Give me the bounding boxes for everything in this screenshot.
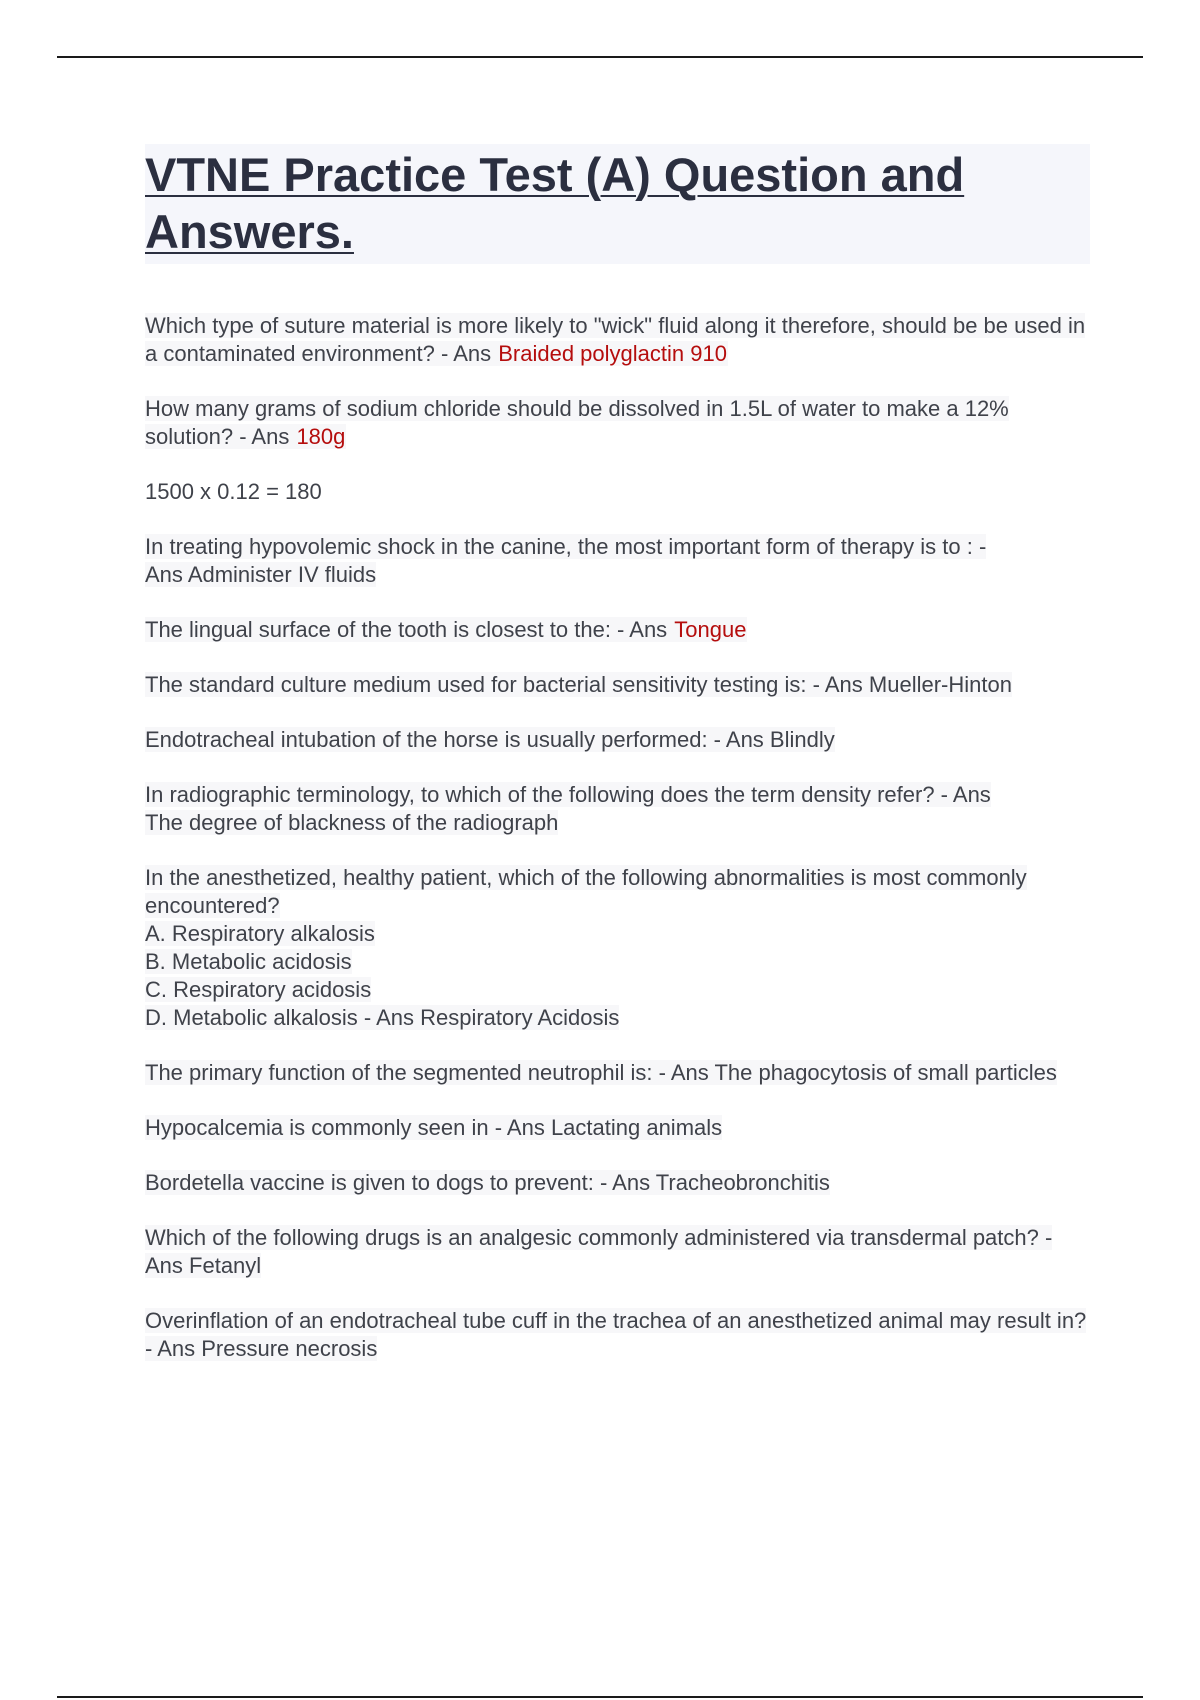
answer-prefix: - Ans (145, 1336, 202, 1361)
answer-prefix: - Ans (707, 727, 770, 752)
question-text: How many grams of sodium chloride should be dissolved in 1.5L of water to make a 12% solution? (145, 396, 1009, 449)
answer-prefix: - Ans (610, 617, 674, 642)
answer-text: Blindly (769, 727, 835, 752)
qa-item (145, 1169, 1090, 1197)
qa-item (145, 1114, 1090, 1142)
answer-text: Mueller-Hinton (868, 672, 1012, 697)
question-text: The lingual surface of the tooth is closest to the: (145, 617, 611, 642)
calculation-note: 1500 x 0.12 = 180 (145, 479, 322, 504)
redacted-answer: Tongue (674, 617, 747, 642)
qa-item (145, 781, 1090, 837)
answer-prefix: - Ans (233, 424, 296, 449)
answer-text: Fetanyl (189, 1253, 262, 1278)
question-text: In treating hypovolemic shock in the canine, the most important form of therapy is to : - (145, 534, 987, 559)
answer-prefix: - Ans (357, 1005, 421, 1030)
qa-item (145, 1307, 1090, 1363)
title-block (145, 144, 1090, 264)
qa-item (145, 533, 1090, 589)
question-text: Which type of suture material is more likely to "wick" fluid along it therefore, should be be used in a contaminated environment? (145, 313, 1086, 366)
answer-text: The degree of blackness of the radiograph (145, 810, 559, 835)
question-text: In the anesthetized, healthy patient, which of the following abnormalities is most commonly encountered? A. Respiratory alkalosis B. Metabolic acidosis C. Respiratory acidosis D. Metabolic alkalosis (145, 865, 1027, 1030)
bottom-rule (57, 1696, 1143, 1698)
answer-text: Administer IV fluids (187, 562, 377, 587)
answer-prefix: Ans (145, 562, 188, 587)
qa-item (145, 864, 1090, 1032)
question-text: Hypocalcemia is commonly seen in (145, 1115, 489, 1140)
answer-prefix: - Ans (652, 1060, 715, 1085)
qa-list (145, 312, 1090, 1363)
answer-prefix: - Ans (806, 672, 869, 697)
top-rule (57, 56, 1143, 58)
qa-item (145, 726, 1090, 754)
redacted-answer: 180g (296, 424, 346, 449)
qa-item (145, 395, 1090, 451)
document-body (145, 144, 1090, 1390)
answer-text: Pressure necrosis (201, 1336, 378, 1361)
answer-prefix: - Ans (488, 1115, 551, 1140)
redacted-answer: Braided polyglactin 910 (498, 341, 727, 366)
page-title: VTNE Practice Test (A) Question and Answers. (145, 148, 965, 258)
qa-item (145, 1059, 1090, 1087)
question-text: Endotracheal intubation of the horse is usually performed: (145, 727, 708, 752)
question-text: In radiographic terminology, to which of the following does the term density refer? (145, 782, 935, 807)
qa-item (145, 312, 1090, 368)
question-text: The primary function of the segmented neutrophil is: (145, 1060, 653, 1085)
answer-text: Lactating animals (550, 1115, 723, 1140)
answer-text: Respiratory Acidosis (420, 1005, 620, 1030)
question-text: Bordetella vaccine is given to dogs to prevent: (145, 1170, 594, 1195)
answer-prefix: - Ans (434, 341, 498, 366)
answer-text: The phagocytosis of small particles (714, 1060, 1057, 1085)
answer-text: Tracheobronchitis (655, 1170, 830, 1195)
question-text: Which of the following drugs is an analgesic commonly administered via transdermal patch? (145, 1225, 1039, 1250)
qa-item (145, 671, 1090, 699)
question-text: Overinflation of an endotracheal tube cuff in the trachea of an anesthetized animal may result in? (145, 1308, 1087, 1333)
qa-item (145, 616, 1090, 644)
answer-prefix: - Ans (593, 1170, 656, 1195)
qa-item (145, 1224, 1090, 1280)
question-text: The standard culture medium used for bacterial sensitivity testing is: (145, 672, 807, 697)
answer-prefix: - Ans (935, 782, 991, 807)
answer-prefix: - Ans (145, 1225, 1053, 1278)
